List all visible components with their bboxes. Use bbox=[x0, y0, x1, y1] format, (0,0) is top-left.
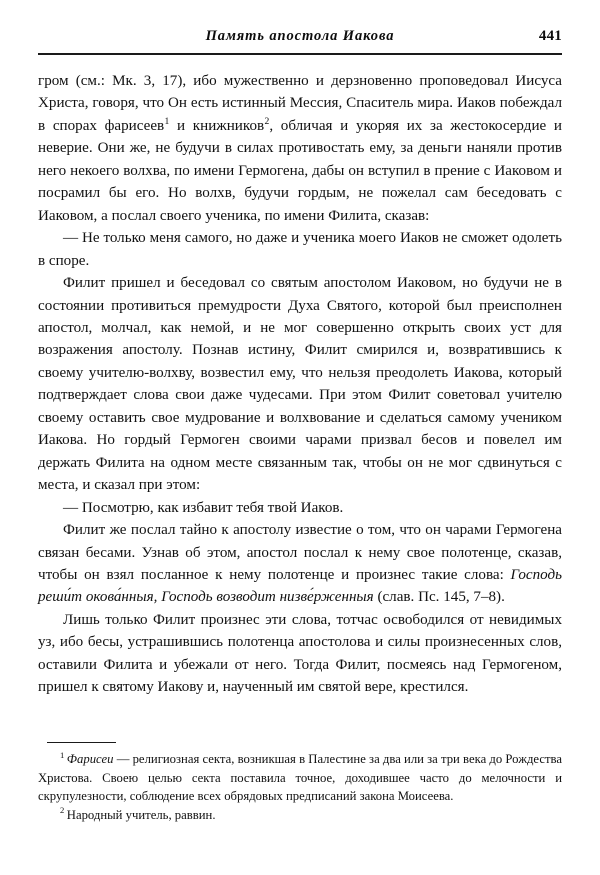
text-run: — религиозная секта, возникшая в Палестине за два или за три века до Рождества Христова. Своею целью секта поставила точное, доходившее часто до мелочности и скрупулезности, соблюдение всех обрядовых предписаний закона Моисеева. bbox=[38, 752, 562, 804]
running-head-title: Память апостола Иакова bbox=[205, 28, 395, 44]
header-rule bbox=[38, 53, 562, 55]
text-run: (слав. Пс. 145, 7–8). bbox=[373, 589, 505, 606]
footnote-marker: 2 bbox=[60, 805, 65, 816]
text-run: — Не только меня самого, но даже и ученика моего Иаков не сможет одолеть в споре. bbox=[38, 230, 562, 269]
text-run: гром (см.: Мк. 3, 17), ибо мужественно и дерзновенно проповедовал Иисуса Христа, говоря, что Он есть истинный Мессия, Спаситель мира. Иаков побеждал в спорах фарисеев bbox=[38, 73, 562, 134]
italic-run: Фарисеи bbox=[66, 752, 114, 766]
footnote-separator-rule bbox=[47, 742, 116, 743]
footnote-marker: 1 bbox=[60, 749, 65, 760]
page-number: 441 bbox=[538, 28, 562, 44]
body-paragraph bbox=[38, 609, 562, 699]
text-run: — Посмотрю, как избавит тебя твой Иаков. bbox=[63, 499, 344, 516]
body-paragraph bbox=[38, 519, 562, 609]
footnote-reference: 1 bbox=[164, 116, 170, 128]
footnote-item bbox=[38, 750, 562, 806]
body-paragraph bbox=[38, 70, 562, 227]
body-paragraph bbox=[38, 497, 562, 519]
footnotes-section bbox=[38, 750, 562, 824]
italic-run: Господь реши́т окова́нныя, Господь возводит низве́рженныя bbox=[38, 566, 562, 606]
text-run: , обличая и укоряя их за жестокосердие и неверие. Они же, не будучи в силах противостать ему, за деньги наняли против него некоего волхва, по имени Гермогена, дабы он вступил в прение с Иаковом и посрамил бы его. Но волхв, будучи гордым, не пожелал сам беседовать с Иаковом, а послал своего ученика, по имени Филита, сказав: bbox=[38, 117, 562, 224]
footnote-reference: 2 bbox=[264, 116, 270, 128]
text-run: Филит же послал тайно к апостолу известие о том, что он чарами Гермогена связан бесами. Узнав об этом, апостол послал к нему свое полотенце, сказав, чтобы он взял посланное к нему полотенце и произнес такие слова: bbox=[38, 522, 562, 583]
body-text bbox=[38, 70, 562, 699]
body-paragraph bbox=[38, 272, 562, 497]
text-run: Филит пришел и беседовал со святым апостолом Иаковом, но будучи не в состоянии противиться премудрости Духа Святого, которой был преисполнен апостол, молчал, как немой, и не мог совершенно открыть своих уст для возражения апостолу. Познав истину, Филит смирился и, возвратившись к своему учителю-волхву, возвестил ему, что нельзя преодолеть Иакова, который подтверждает слова свои даже чудесами. При этом Филит советовал учителю своему оставить свое мудрование и волхвование и сделаться самому учеником Иакова. Но гордый Гермоген своими чарами призвал бесов и повелел им держать Филита на одном месте связанным так, чтобы он не мог сдвинуться с места, и сказал при этом: bbox=[38, 275, 562, 494]
running-head bbox=[38, 28, 562, 52]
text-run: Народный учитель, раввин. bbox=[66, 807, 216, 822]
text-run: Лишь только Филит произнес эти слова, тотчас освободился от невидимых уз, ибо бесы, устрашившись полотенца апостолова и силы произнесенных слов, оставили Филита и убежали от него. Тогда Филит, посмеясь над Гермогеном, пришел к святому Иакову и, наученный им святой вере, крестился. bbox=[38, 611, 562, 696]
text-run: и книжников bbox=[169, 117, 265, 134]
footnote-item bbox=[38, 806, 562, 825]
body-paragraph bbox=[38, 227, 562, 272]
